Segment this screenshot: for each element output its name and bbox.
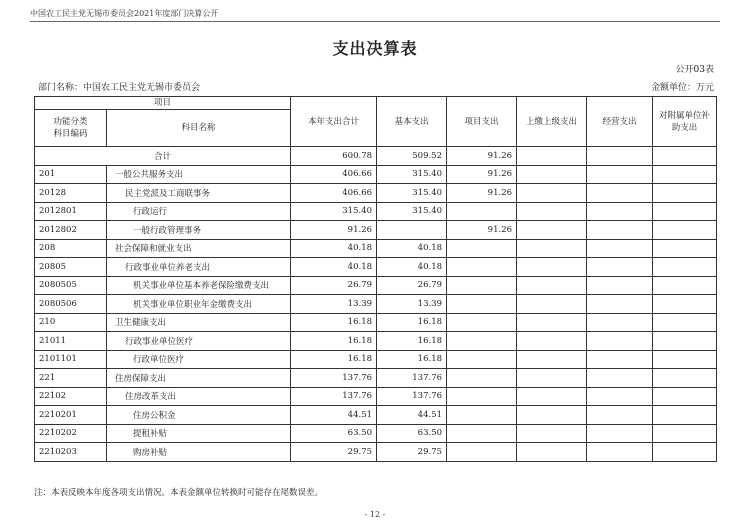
func-code: 208 (35, 239, 107, 258)
subject-name: 机关事业单位职业年金缴费支出 (107, 295, 291, 314)
remit-amount (517, 239, 587, 258)
func-code: 2210201 (35, 406, 107, 425)
remit-amount (517, 184, 587, 203)
subject-name: 一般公共服务支出 (107, 165, 291, 184)
operating-amount (587, 295, 653, 314)
subsidy-amount (653, 387, 717, 406)
subject-name: 提租补贴 (107, 424, 291, 443)
table-row (35, 258, 717, 277)
expenditure-table (34, 96, 717, 462)
operating-amount (587, 387, 653, 406)
subsidy-amount (653, 313, 717, 332)
table-row (35, 184, 717, 203)
subject-name: 行政事业单位养老支出 (107, 258, 291, 277)
total-amount: 44.51 (291, 406, 377, 425)
subject-name: 社会保障和就业支出 (107, 239, 291, 258)
subject-name: 行政事业单位医疗 (107, 332, 291, 351)
table-row (35, 332, 717, 351)
subsidy-amount (653, 350, 717, 369)
total-amount: 315.40 (291, 202, 377, 221)
subsidy-amount (653, 165, 717, 184)
subsidy-amount (653, 184, 717, 203)
project-amount (447, 443, 517, 462)
project-amount: 91.26 (447, 221, 517, 240)
basic-amount: 40.18 (377, 258, 447, 277)
func-code: 2210203 (35, 443, 107, 462)
func-code: 21011 (35, 332, 107, 351)
subject-name: 住房公积金 (107, 406, 291, 425)
total-subsidy (653, 147, 717, 166)
remit-amount (517, 406, 587, 425)
basic-amount: 63.50 (377, 424, 447, 443)
operating-amount (587, 332, 653, 351)
total-amount: 600.78 (291, 147, 377, 166)
remit-amount (517, 443, 587, 462)
func-code: 2012801 (35, 202, 107, 221)
remit-amount (517, 221, 587, 240)
project-amount (447, 295, 517, 314)
project-amount (447, 202, 517, 221)
func-code: 2012802 (35, 221, 107, 240)
remit-amount (517, 295, 587, 314)
total-label: 合计 (35, 147, 291, 166)
basic-amount: 26.79 (377, 276, 447, 295)
total-basic: 509.52 (377, 147, 447, 166)
page-number: - 12 - (364, 510, 386, 519)
subject-name: 民主党派及工商联事务 (107, 184, 291, 203)
subsidy-amount (653, 258, 717, 277)
subsidy-amount (653, 239, 717, 258)
running-header: 中国农工民主党无锡市委员会2021年度部门决算公开 (30, 9, 219, 18)
table-row (35, 313, 717, 332)
operating-amount (587, 424, 653, 443)
project-amount (447, 258, 517, 277)
subsidy-amount (653, 424, 717, 443)
table-row (35, 406, 717, 425)
operating-amount (587, 350, 653, 369)
header-remit: 上缴上级支出 (517, 97, 587, 147)
header-total: 本年支出合计 (291, 97, 377, 147)
table-row (35, 424, 717, 443)
func-code: 22102 (35, 387, 107, 406)
total-amount: 40.18 (291, 258, 377, 277)
project-amount (447, 350, 517, 369)
total-amount: 16.18 (291, 332, 377, 351)
total-amount: 137.76 (291, 387, 377, 406)
header-basic: 基本支出 (377, 97, 447, 147)
operating-amount (587, 369, 653, 388)
operating-amount (587, 184, 653, 203)
func-code: 2210202 (35, 424, 107, 443)
basic-amount: 137.76 (377, 387, 447, 406)
subject-name: 住房保障支出 (107, 369, 291, 388)
table-row (35, 202, 717, 221)
project-amount (447, 239, 517, 258)
table-row (35, 276, 717, 295)
subject-name: 行政单位医疗 (107, 350, 291, 369)
total-amount: 29.75 (291, 443, 377, 462)
subsidy-amount (653, 406, 717, 425)
total-operating (587, 147, 653, 166)
func-code: 2080505 (35, 276, 107, 295)
remit-amount (517, 258, 587, 277)
total-amount: 137.76 (291, 369, 377, 388)
remit-amount (517, 350, 587, 369)
subsidy-amount (653, 276, 717, 295)
basic-amount: 315.40 (377, 202, 447, 221)
header-func-code: 功能分类 科目编码 (35, 110, 107, 147)
subsidy-amount (653, 332, 717, 351)
remit-amount (517, 165, 587, 184)
func-code: 221 (35, 369, 107, 388)
page-title: 支出决算表 (332, 39, 418, 58)
total-amount: 406.66 (291, 184, 377, 203)
basic-amount: 16.18 (377, 350, 447, 369)
remit-amount (517, 387, 587, 406)
operating-amount (587, 258, 653, 277)
func-code: 20805 (35, 258, 107, 277)
total-amount: 406.66 (291, 165, 377, 184)
table-row (35, 221, 717, 240)
operating-amount (587, 239, 653, 258)
basic-amount: 16.18 (377, 313, 447, 332)
total-row (35, 147, 717, 166)
total-amount: 26.79 (291, 276, 377, 295)
subject-name: 购房补贴 (107, 443, 291, 462)
func-code: 201 (35, 165, 107, 184)
total-amount: 16.18 (291, 313, 377, 332)
func-code: 2101101 (35, 350, 107, 369)
basic-amount: 44.51 (377, 406, 447, 425)
table-number: 公开03表 (675, 65, 714, 75)
basic-amount: 315.40 (377, 184, 447, 203)
footnote: 注：本表反映本年度各项支出情况。本表金额单位转换时可能存在尾数误差。 (34, 488, 324, 498)
remit-amount (517, 276, 587, 295)
subject-name: 行政运行 (107, 202, 291, 221)
subsidy-amount (653, 443, 717, 462)
table-row (35, 387, 717, 406)
department-name: 部门名称：中国农工民主党无锡市委员会 (38, 83, 201, 93)
header-rule (30, 21, 720, 22)
subsidy-amount (653, 202, 717, 221)
subject-name: 一般行政管理事务 (107, 221, 291, 240)
operating-amount (587, 276, 653, 295)
project-amount (447, 276, 517, 295)
basic-amount: 137.76 (377, 369, 447, 388)
remit-amount (517, 202, 587, 221)
basic-amount (377, 221, 447, 240)
header-project: 项目支出 (447, 97, 517, 147)
total-amount: 40.18 (291, 239, 377, 258)
subsidy-amount (653, 295, 717, 314)
table-row (35, 443, 717, 462)
operating-amount (587, 202, 653, 221)
subject-name: 卫生健康支出 (107, 313, 291, 332)
amount-unit: 金额单位：万元 (650, 83, 714, 93)
project-amount (447, 387, 517, 406)
header-item: 项目 (35, 97, 291, 110)
subsidy-amount (653, 221, 717, 240)
project-amount: 91.26 (447, 165, 517, 184)
table-row (35, 350, 717, 369)
remit-amount (517, 313, 587, 332)
total-amount: 91.26 (291, 221, 377, 240)
project-amount: 91.26 (447, 184, 517, 203)
operating-amount (587, 221, 653, 240)
total-amount: 63.50 (291, 424, 377, 443)
func-code: 2080506 (35, 295, 107, 314)
subject-name: 机关事业单位基本养老保险缴费支出 (107, 276, 291, 295)
operating-amount (587, 313, 653, 332)
func-code: 210 (35, 313, 107, 332)
project-amount (447, 406, 517, 425)
total-amount: 16.18 (291, 350, 377, 369)
table-row (35, 295, 717, 314)
total-amount: 13.39 (291, 295, 377, 314)
operating-amount (587, 165, 653, 184)
project-amount (447, 332, 517, 351)
basic-amount: 29.75 (377, 443, 447, 462)
remit-amount (517, 369, 587, 388)
header-subsidy: 对附属单位补助支出 (653, 97, 717, 147)
table-row (35, 165, 717, 184)
basic-amount: 16.18 (377, 332, 447, 351)
subsidy-amount (653, 369, 717, 388)
operating-amount (587, 443, 653, 462)
basic-amount: 13.39 (377, 295, 447, 314)
subject-name: 住房改革支出 (107, 387, 291, 406)
operating-amount (587, 406, 653, 425)
project-amount (447, 313, 517, 332)
total-remit (517, 147, 587, 166)
header-operating: 经营支出 (587, 97, 653, 147)
header-subject-name: 科目名称 (107, 110, 291, 147)
remit-amount (517, 424, 587, 443)
basic-amount: 40.18 (377, 239, 447, 258)
project-amount (447, 424, 517, 443)
table-row (35, 239, 717, 258)
table-row (35, 369, 717, 388)
remit-amount (517, 332, 587, 351)
total-project: 91.26 (447, 147, 517, 166)
project-amount (447, 369, 517, 388)
func-code: 20128 (35, 184, 107, 203)
basic-amount: 315.40 (377, 165, 447, 184)
